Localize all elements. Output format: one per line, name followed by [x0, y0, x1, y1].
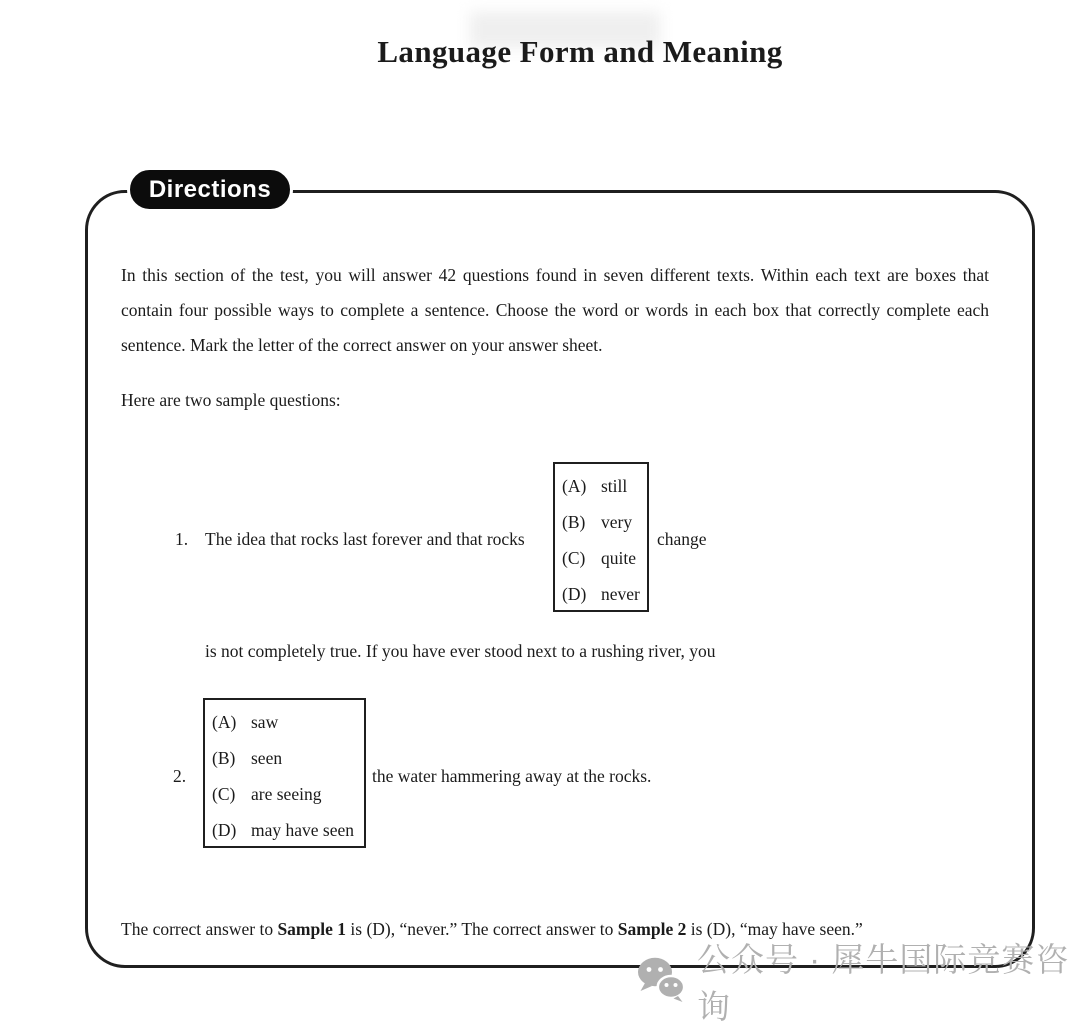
option-text: quite [601, 547, 636, 568]
answer-note-suffix: is (D), “may have seen.” [686, 918, 863, 939]
sample-2-label: Sample 2 [617, 918, 687, 939]
option-text: very [601, 511, 633, 532]
option-text: are seeing [251, 783, 322, 804]
wechat-watermark [636, 934, 1080, 1028]
question-2-text-after: the water hammering away at the rocks. [372, 766, 652, 786]
option-letter: (C) [212, 783, 236, 804]
option-text: still [601, 475, 628, 496]
option-row [212, 704, 364, 740]
question-1-continuation: is not completely true. If you have ever stood next to a rushing river, you [205, 641, 716, 661]
option-text: saw [251, 711, 279, 732]
question-1-text-before: The idea that rocks last forever and that rocks [205, 529, 525, 549]
directions-paragraph: In this section of the test, you will answer 42 questions found in seven different texts. Within each text are boxes that contain four possible ways to complete a sentence. Choose the word or words in each box that correctly complete each sentence. Mark the letter of the correct answer on your answer sheet. [121, 264, 989, 355]
watermark-text: 公众号 · 犀牛国际竞赛咨询 [697, 941, 1070, 1025]
page-title: Language Form and Meaning [377, 33, 783, 69]
option-row [212, 776, 364, 812]
sample-1-label: Sample 1 [277, 918, 347, 939]
option-row [212, 812, 364, 848]
option-row [562, 576, 647, 612]
question-1-options-box [553, 462, 649, 612]
question-1-number: 1. [175, 529, 189, 549]
question-2-options-box [203, 698, 366, 848]
option-row [212, 740, 364, 776]
option-letter: (B) [212, 747, 236, 768]
option-letter: (D) [562, 583, 587, 604]
option-text: seen [251, 747, 283, 768]
option-row [562, 540, 647, 576]
option-letter: (A) [212, 711, 237, 732]
option-text: may have seen [251, 819, 355, 840]
directions-label: Directions [148, 175, 272, 203]
option-letter: (C) [562, 547, 586, 568]
answer-note-middle: is (D), “never.” The correct answer to [346, 918, 618, 939]
option-row [562, 468, 647, 504]
answer-note-prefix: The correct answer to [121, 918, 278, 939]
option-text: never [601, 583, 640, 604]
option-letter: (A) [562, 475, 587, 496]
question-2-number: 2. [173, 766, 187, 786]
question-1-text-after: change [657, 529, 707, 549]
wechat-icon [636, 955, 688, 1007]
option-row [562, 504, 647, 540]
directions-label-pill [127, 167, 293, 212]
option-letter: (B) [562, 511, 586, 532]
option-letter: (D) [212, 819, 237, 840]
sample-questions-intro: Here are two sample questions: [121, 390, 341, 410]
